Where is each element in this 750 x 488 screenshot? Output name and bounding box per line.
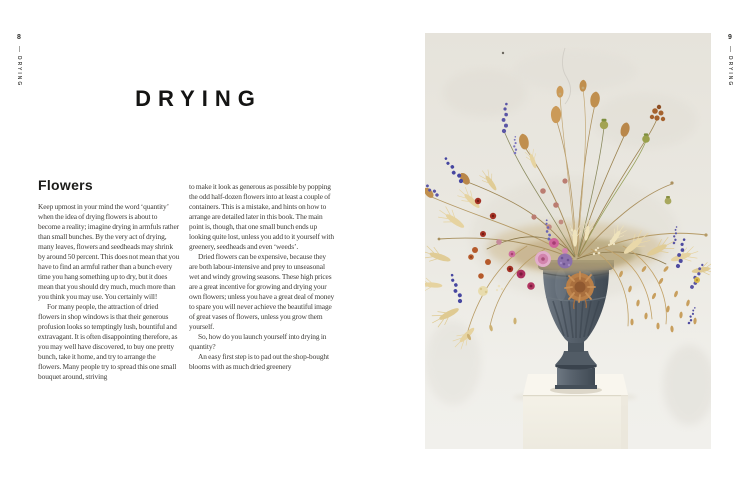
right-margin-strip bbox=[723, 33, 737, 87]
left-spine-label: DRYING bbox=[16, 56, 22, 88]
paragraph: So, how do you launch yourself into drying in quantity? bbox=[189, 332, 327, 351]
purple-bloom bbox=[558, 254, 573, 269]
paragraph: Dried flowers can be expensive, because they are both labour-intensive and prey to unseasonal wet and windy growing seasons. These high prices are a great incentive for growing and drying your own flowers; unless you have a great deal of money to spare you will never achieve the beautiful image of great vases of flowers, unless you grow them yourself. bbox=[189, 252, 335, 331]
spine-rule bbox=[19, 46, 20, 52]
paragraph: to make it look as generous as possible by popping the odd half-dozen flowers into at least a couple of containers. This is a mistake, and hints on how to arrange are detailed later in this book. The main point is, though, that one small bunch ends up looking quite lost, unless you add to it yourself with greenery, seedheads and even ‘weeds’. bbox=[189, 182, 334, 251]
left-margin-strip bbox=[12, 33, 26, 87]
wall-speck bbox=[502, 52, 504, 54]
left-page-number: 8 bbox=[17, 34, 21, 41]
paragraph: An easy first step is to pad out the shop-bought blooms with as much dried greenery bbox=[189, 352, 329, 371]
chapter-title: DRYING bbox=[135, 86, 262, 111]
section-heading: Flowers bbox=[38, 177, 94, 193]
paragraph: Keep upmost in your mind the word ‘quantity’ when the idea of drying flowers is about to become a reality; imagine drying in armfuls rather than small bunches. By the very act of drying, many leaves, flowers and seedheads may shrink by around 50 percent. This does not mean that you have to find an armful rather than a bunch every time you hang something up to dry, but it does mean that you should dry much, much more than you think you may use. You certainly will! bbox=[38, 202, 180, 301]
text-column-two bbox=[189, 182, 336, 372]
text-column-one bbox=[38, 202, 180, 382]
right-page-number: 9 bbox=[728, 34, 732, 41]
dried-flower-photo-art bbox=[425, 33, 711, 449]
right-spine-label: DRYING bbox=[727, 56, 733, 88]
paragraph: For many people, the attraction of dried flowers in shop windows is that their generous profusion looks so temptingly lush, bountiful and extravagant. It is often disappointing therefore, as you may well have discovered, to buy one pretty bunch, take it home, and try to arrange the flowers. Many people try to spread this one small bouquet around, striving bbox=[38, 302, 178, 381]
dried-flower-photo bbox=[425, 33, 711, 449]
spine-rule bbox=[730, 46, 731, 52]
